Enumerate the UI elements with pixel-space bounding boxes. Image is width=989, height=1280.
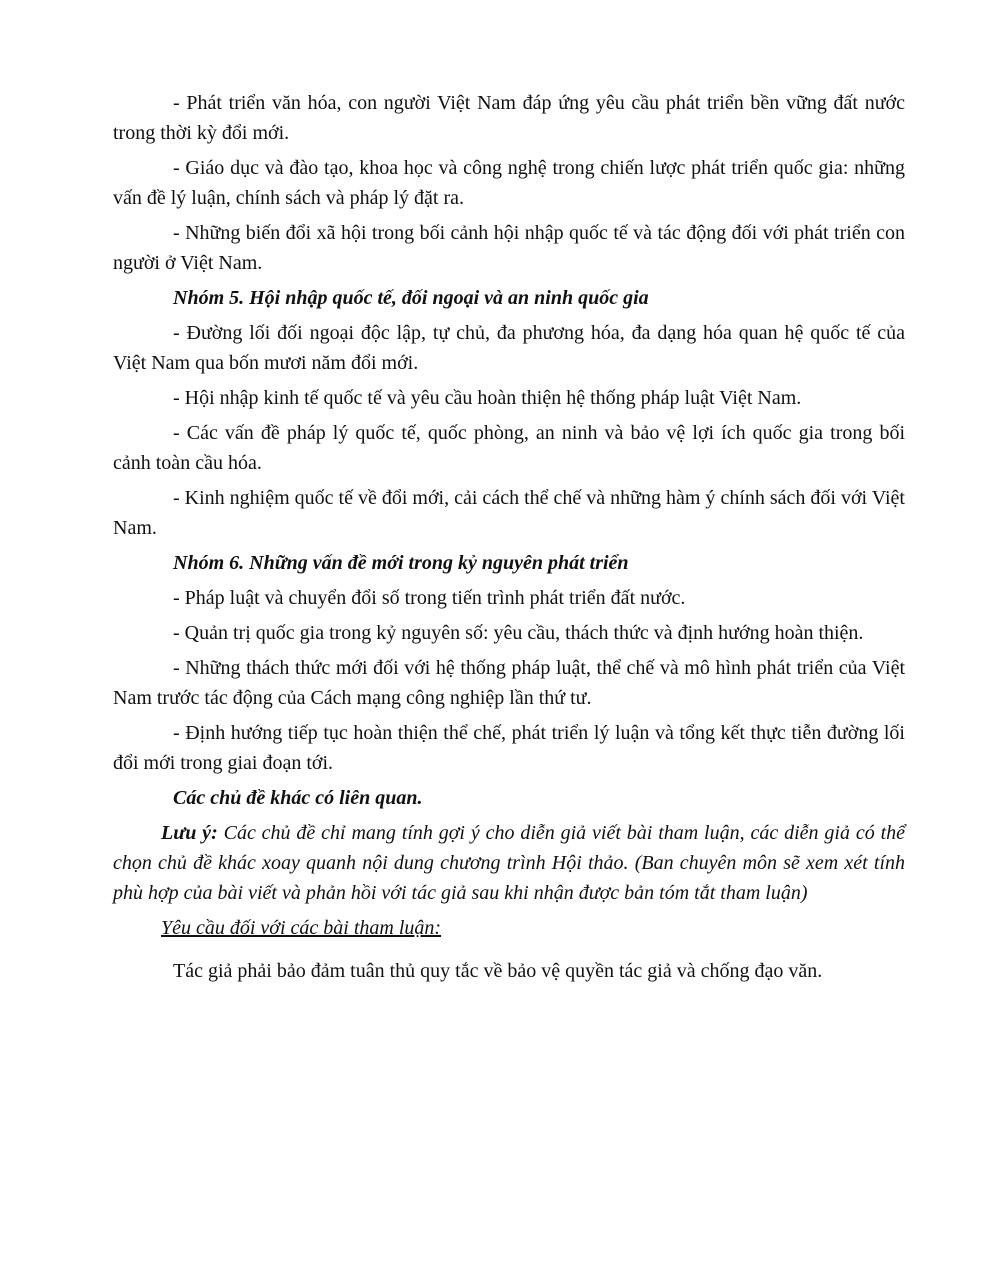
group6-item-1: - Pháp luật và chuyển đổi số trong tiến trình phát triển đất nước.: [173, 587, 686, 609]
group5-item-3: - Các vấn đề pháp lý quốc tế, quốc phòng, an ninh và bảo vệ lợi ích quốc gia trong bối cảnh toàn cầu hóa.: [113, 422, 905, 474]
group5-item-1: - Đường lối đối ngoại độc lập, tự chủ, đa phương hóa, đa dạng hóa quan hệ quốc tế của Việt Nam qua bốn mươi năm đổi mới.: [113, 322, 905, 374]
requirements-heading-text: Yêu cầu đối với các bài tham luận:: [161, 917, 442, 939]
group5-heading: Nhóm 5. Hội nhập quốc tế, đối ngoại và an ninh quốc gia: [173, 287, 649, 309]
group4-item-2: - Giáo dục và đào tạo, khoa học và công nghệ trong chiến lược phát triển quốc gia: những vấn đề lý luận, chính sách và pháp lý đặt ra.: [113, 157, 905, 209]
note-label: Lưu ý:: [161, 822, 218, 844]
note-text: Các chủ đề chỉ mang tính gợi ý cho diễn giả viết bài tham luận, các diễn giả có thể chọn chủ đề khác xoay quanh nội dung chương trình Hội thảo. (Ban chuyên môn sẽ xem xét tính phù hợp của bài viết và phản hồi với tác giả sau khi nhận được bản tóm tắt tham luận): [113, 822, 905, 904]
requirements-heading: [113, 913, 905, 943]
group6-item-3: - Những thách thức mới đối với hệ thống pháp luật, thể chế và mô hình phát triển của Việt Nam trước tác động của Cách mạng công nghiệp lần thứ tư.: [113, 657, 905, 709]
group5-item-2: - Hội nhập kinh tế quốc tế và yêu cầu hoàn thiện hệ thống pháp luật Việt Nam.: [173, 387, 802, 409]
group4-item-3: - Những biến đổi xã hội trong bối cảnh hội nhập quốc tế và tác động đối với phát triển con người ở Việt Nam.: [113, 222, 905, 274]
group6-item-2: - Quản trị quốc gia trong kỷ nguyên số: yêu cầu, thách thức và định hướng hoàn thiện.: [173, 622, 864, 644]
requirements-text: Tác giả phải bảo đảm tuân thủ quy tắc về bảo vệ quyền tác giả và chống đạo văn.: [173, 960, 823, 982]
group4-item-1: - Phát triển văn hóa, con người Việt Nam đáp ứng yêu cầu phát triển bền vững đất nước trong thời kỳ đổi mới.: [113, 92, 905, 144]
group5-item-4: - Kinh nghiệm quốc tế về đổi mới, cải cách thể chế và những hàm ý chính sách đối với Việt Nam.: [113, 487, 905, 539]
group6-heading: Nhóm 6. Những vấn đề mới trong kỷ nguyên phát triển: [173, 552, 629, 574]
note-paragraph: [113, 818, 905, 908]
other-topics: Các chủ đề khác có liên quan.: [173, 787, 423, 809]
group6-item-4: - Định hướng tiếp tục hoàn thiện thể chế, phát triển lý luận và tổng kết thực tiễn đường lối đổi mới trong giai đoạn tới.: [113, 722, 905, 774]
document-page: [113, 88, 905, 991]
